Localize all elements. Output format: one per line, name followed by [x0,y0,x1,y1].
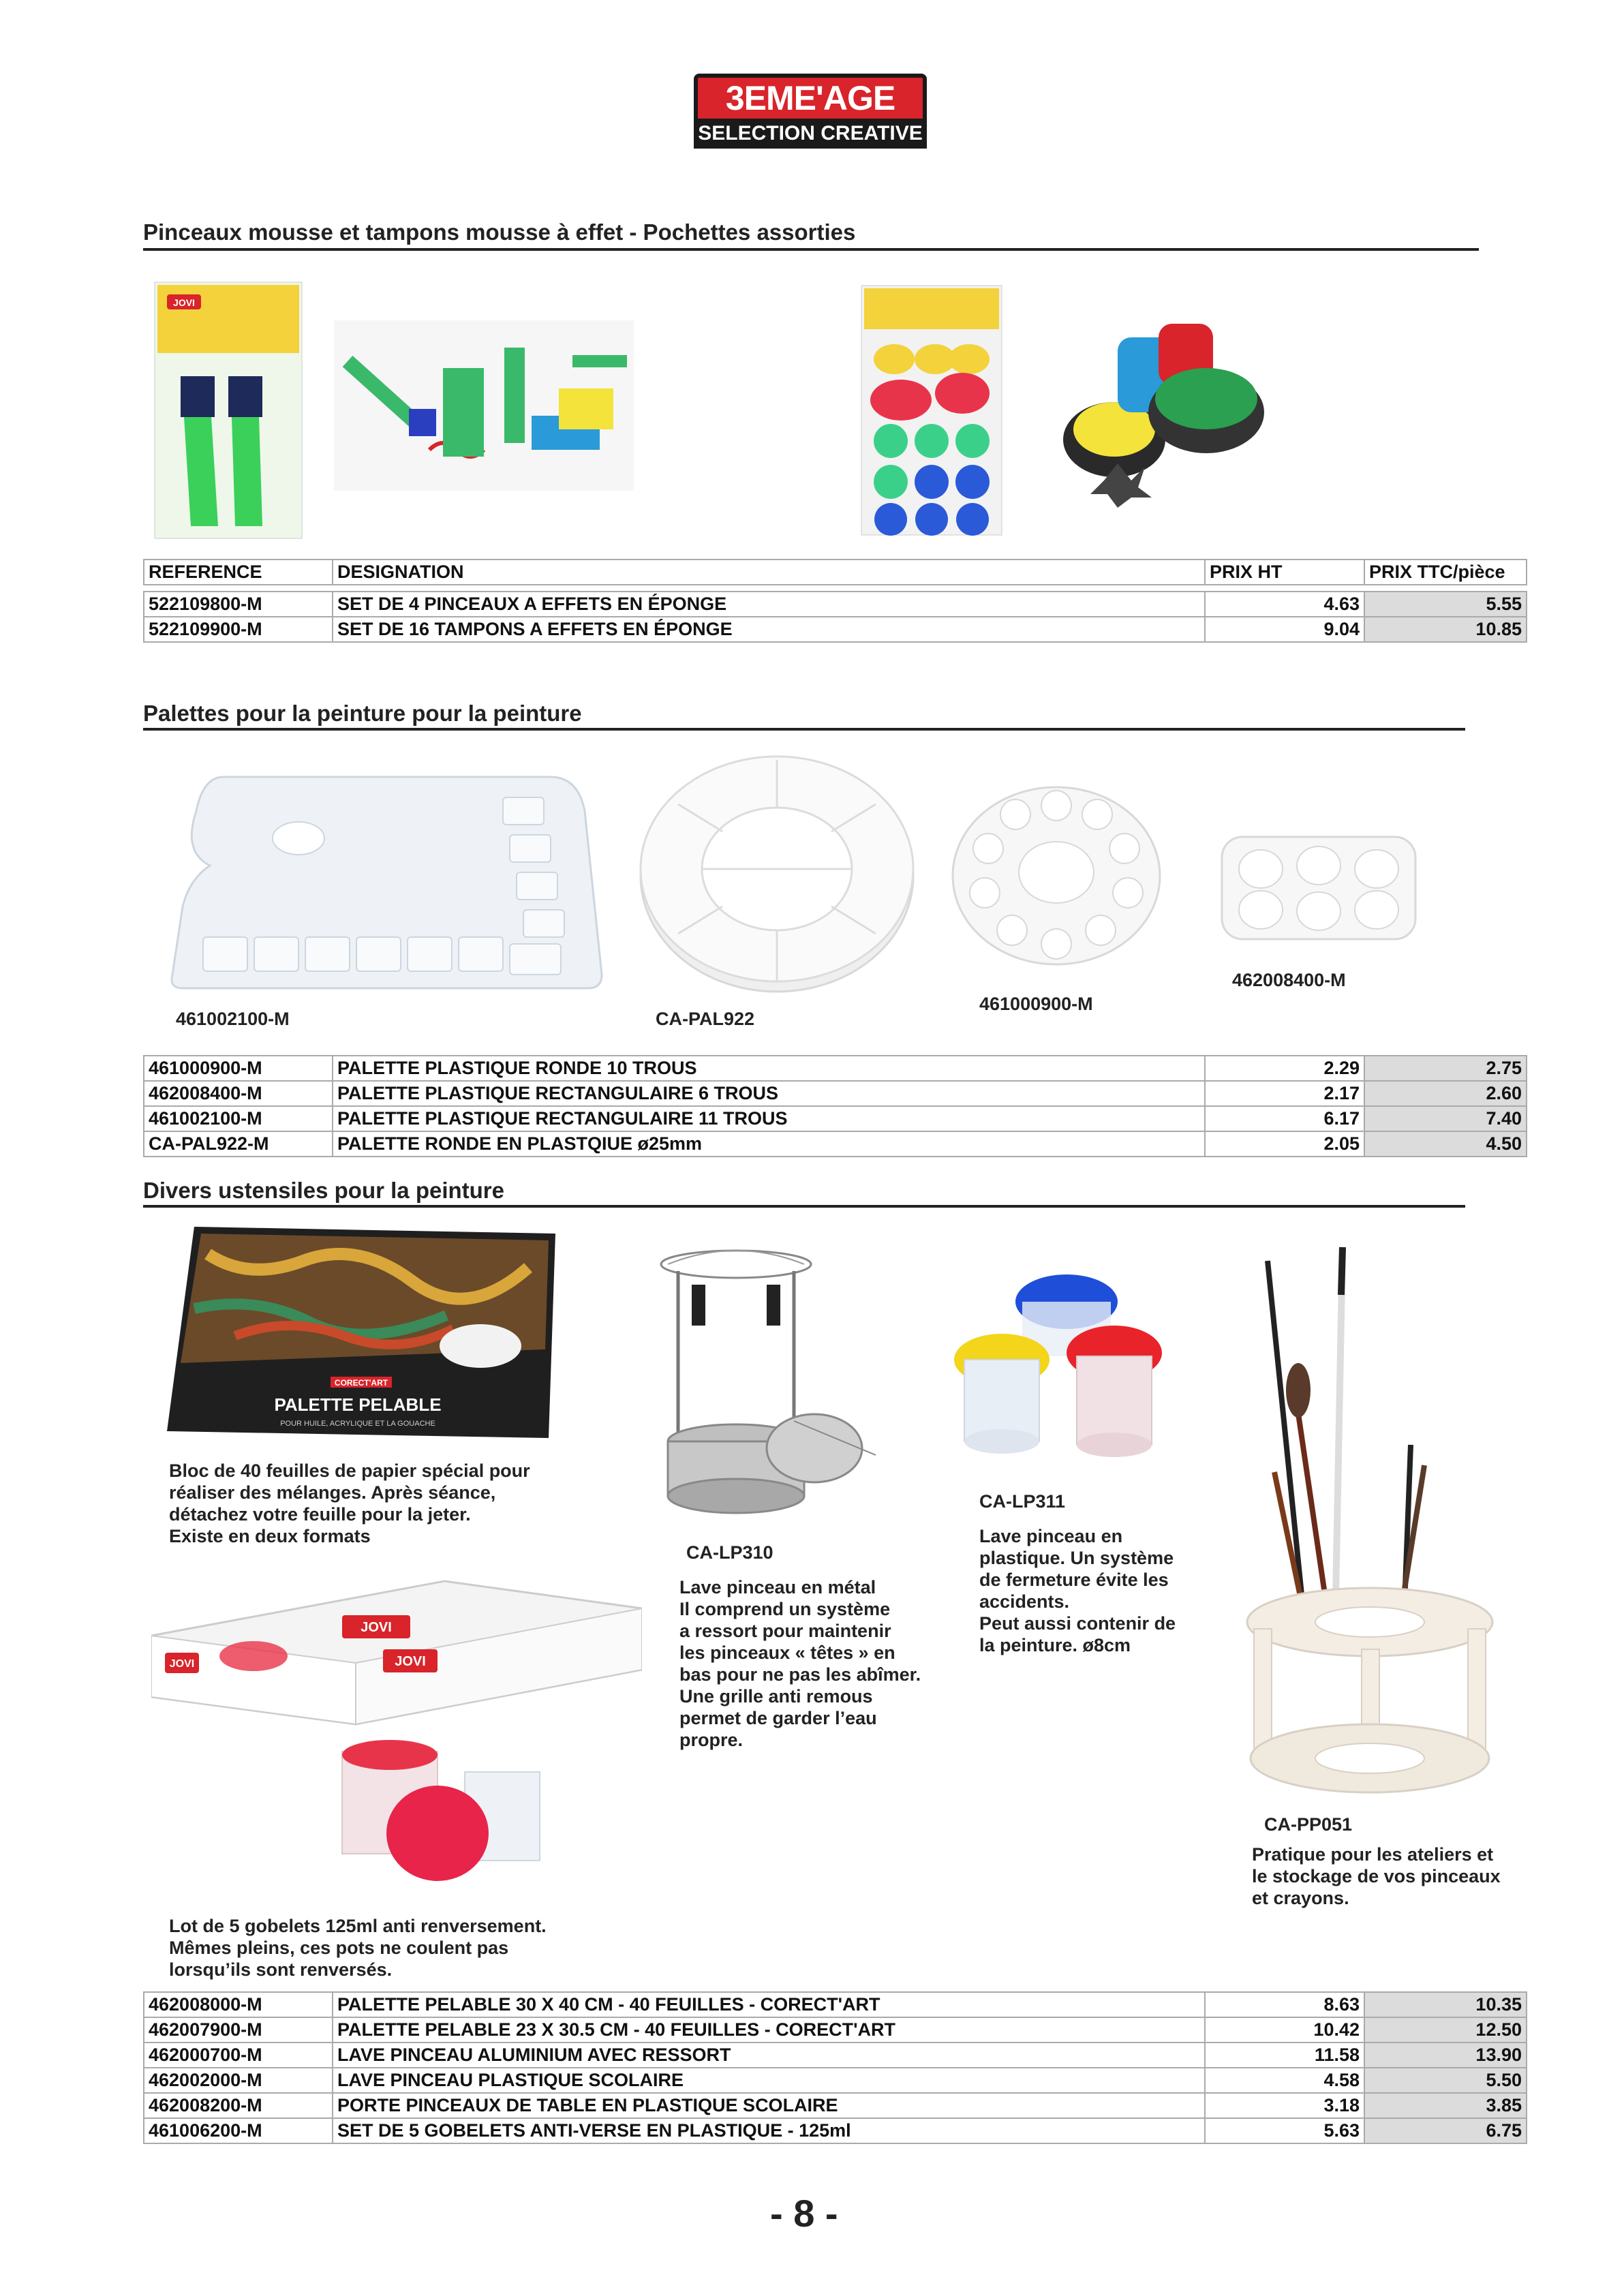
cell-prix-ht: 4.63 [1205,592,1364,617]
palette-round-10-image [951,784,1162,968]
cell-ref: 462007900-M [144,2017,333,2043]
cell-designation: PALETTE PELABLE 30 X 40 CM - 40 FEUILLES - CORECT'ART [333,1992,1205,2017]
porte-pinceaux-image [1234,1240,1506,1806]
cell-prix-ttc: 13.90 [1364,2043,1527,2068]
cell-prix-ttc: 5.50 [1364,2068,1527,2093]
palette-pelable-description: Bloc de 40 feuilles de papier spécial pour réaliser des mélanges. Après séance, détachez votre feuille pour la jeter. Existe en deux formats [169,1460,530,1546]
cell-prix-ht: 9.04 [1205,617,1364,642]
cell-prix-ht: 6.17 [1205,1106,1364,1131]
page-number: - 8 - [770,2192,838,2235]
jovi-label-2: JOVI [395,1654,426,1669]
caption-palette-round-10: 461000900-M [979,994,1093,1014]
cell-ref: 462000700-M [144,2043,333,2068]
pad-title-label: PALETTE PELABLE [274,1394,442,1415]
cell-prix-ht: 5.63 [1205,2118,1364,2143]
jovi-label-1: JOVI [169,1658,195,1670]
svg-text:JOVI: JOVI [173,297,195,308]
caption-palette-rect-11: 461002100-M [176,1009,290,1029]
header-reference: REFERENCE [144,560,333,585]
cell-prix-ht: 3.18 [1205,2093,1364,2118]
pad-brand-label: CORECT'ART [334,1378,388,1388]
cell-prix-ht: 2.05 [1205,1131,1364,1157]
cell-prix-ttc: 2.60 [1364,1081,1527,1106]
cell-prix-ht: 10.42 [1205,2017,1364,2043]
cell-prix-ht: 4.58 [1205,2068,1364,2093]
section-rule [143,728,1465,731]
cell-prix-ttc: 5.55 [1364,592,1527,617]
brand-logo [694,74,927,149]
lave-pinceau-metal-image [658,1237,883,1523]
price-table-pinceaux [143,559,1527,643]
cell-prix-ttc: 12.50 [1364,2017,1527,2043]
table-row [144,1992,1527,2017]
cell-ref: 462008200-M [144,2093,333,2118]
logo-title: 3EME'AGE [694,74,927,119]
table-row [144,2043,1527,2068]
sponge-stamps-image [1043,310,1268,508]
cell-ref: 461006200-M [144,2118,333,2143]
table-spacer [144,585,1527,592]
palette-rect-11-image [169,770,605,995]
table-row [144,1081,1527,1106]
cell-designation: SET DE 5 GOBELETS ANTI-VERSE EN PLASTIQUE - 125ml [333,2118,1205,2143]
cell-designation: PORTE PINCEAUX DE TABLE EN PLASTIQUE SCOLAIRE [333,2093,1205,2118]
caption-lp310: CA-LP310 [686,1542,773,1563]
sponge-stamps-pack-image [860,284,1003,536]
table-row [144,1106,1527,1131]
lp310-description: Lave pinceau en métal Il comprend un système a ressort pour maintenir les pinceaux « têtes » en bas pour ne pas les abîmer. Une grille anti remous permet de garder l’eau propre. [679,1577,921,1750]
cell-prix-ht: 11.58 [1205,2043,1364,2068]
cell-designation: PALETTE PELABLE 23 X 30.5 CM - 40 FEUILLES - CORECT'ART [333,2017,1205,2043]
header-prix-ht: PRIX HT [1205,560,1364,585]
caption-pp051: CA-PP051 [1264,1814,1353,1835]
cell-ref: 462002000-M [144,2068,333,2093]
sponge-brush-pack-image [153,281,303,540]
sponge-brushes-image [334,320,634,491]
cell-prix-ttc: 10.85 [1364,617,1527,642]
cell-prix-ttc: 2.75 [1364,1056,1527,1081]
cell-designation: PALETTE PLASTIQUE RONDE 10 TROUS [333,1056,1205,1081]
header-designation: DESIGNATION [333,560,1205,585]
cell-designation: LAVE PINCEAU ALUMINIUM AVEC RESSORT [333,2043,1205,2068]
cell-prix-ttc: 7.40 [1364,1106,1527,1131]
table-row [144,1131,1527,1157]
table-header-row [144,560,1527,585]
cell-ref: 461002100-M [144,1106,333,1131]
table-row [144,2093,1527,2118]
price-table-palettes [143,1055,1527,1157]
palette-round-922-image [637,750,917,995]
palette-pelable-image [153,1227,562,1452]
cell-prix-ht: 2.17 [1205,1081,1364,1106]
table-row [144,1056,1527,1081]
cell-ref: 461000900-M [144,1056,333,1081]
pp051-description: Pratique pour les ateliers et le stockage de vos pinceaux et crayons. [1252,1844,1501,1908]
section-title-palettes: Palettes pour la peinture pour la peinture [143,701,582,726]
caption-palette-round-922: CA-PAL922 [656,1009,755,1029]
palette-rect-6-image [1220,835,1418,944]
cell-designation: PALETTE RONDE EN PLASTQIUE ø25mm [333,1131,1205,1157]
cell-prix-ht: 2.29 [1205,1056,1364,1081]
section-title-pinceaux: Pinceaux mousse et tampons mousse à effet - Pochettes assorties [143,219,856,245]
cell-prix-ttc: 3.85 [1364,2093,1527,2118]
cell-prix-ttc: 10.35 [1364,1992,1527,2017]
table-row [144,2068,1527,2093]
logo-subtitle: SELECTION CREATIVE [694,119,927,149]
cell-designation: LAVE PINCEAU PLASTIQUE SCOLAIRE [333,2068,1205,2093]
caption-palette-rect-6: 462008400-M [1232,970,1346,990]
table-row [144,617,1527,642]
gobelets-description: Lot de 5 gobelets 125ml anti renversement. Mêmes pleins, ces pots ne coulent pas lorsqu’ils sont renversés. [169,1916,547,1980]
caption-lp311: CA-LP311 [979,1491,1066,1512]
cell-ref: 462008000-M [144,1992,333,2017]
cell-ref: CA-PAL922-M [144,1131,333,1157]
section-rule [143,1205,1465,1208]
cell-ref: 522109800-M [144,592,333,617]
cell-ref: 522109900-M [144,617,333,642]
section-rule [143,248,1479,251]
section-title-divers: Divers ustensiles pour la peinture [143,1178,504,1203]
cell-designation: SET DE 4 PINCEAUX A EFFETS EN ÉPONGE [333,592,1205,617]
cell-designation: PALETTE PLASTIQUE RECTANGULAIRE 11 TROUS [333,1106,1205,1131]
header-prix-ttc: PRIX TTC/pièce [1364,560,1527,585]
price-table-divers [143,1991,1527,2144]
pad-sub-label: POUR HUILE, ACRYLIQUE ET LA GOUACHE [280,1420,435,1428]
cell-prix-ttc: 4.50 [1364,1131,1527,1157]
table-row [144,592,1527,617]
cell-ref: 462008400-M [144,1081,333,1106]
cell-designation: PALETTE PLASTIQUE RECTANGULAIRE 6 TROUS [333,1081,1205,1106]
gobelets-jovi-image [151,1567,642,1881]
table-row [144,2017,1527,2043]
lp311-description: Lave pinceau en plastique. Un système de fermeture évite les accidents. Peut aussi contenir de la peinture. ø8cm [979,1526,1176,1655]
cell-designation: SET DE 16 TAMPONS A EFFETS EN ÉPONGE [333,617,1205,642]
cell-prix-ttc: 6.75 [1364,2118,1527,2143]
jovi-label-3: JOVI [361,1620,392,1635]
cell-prix-ht: 8.63 [1205,1992,1364,2017]
lave-pinceau-plastique-image [951,1271,1176,1489]
table-row [144,2118,1527,2143]
